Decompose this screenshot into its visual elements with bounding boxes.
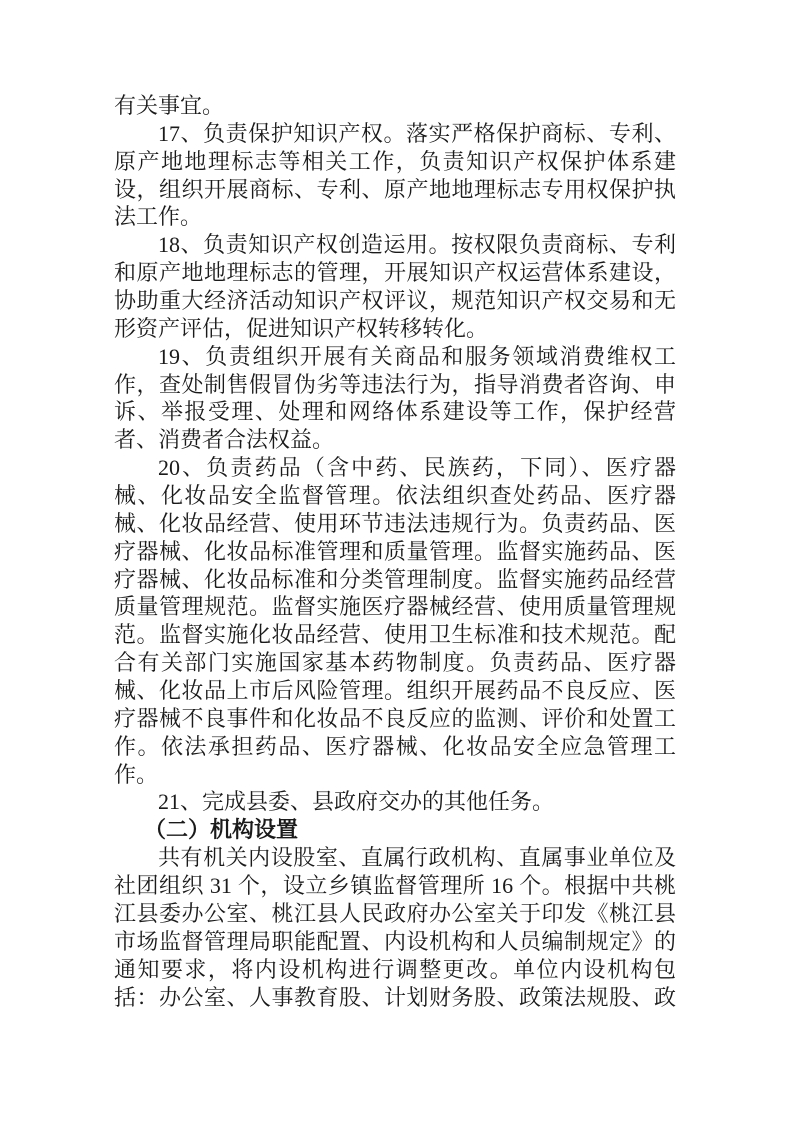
text-line: 17、负责保护知识产权。落实严格保护商标、专利、 [158,120,676,146]
text-line: 通知要求，将内设机构进行调整更改。单位内设机构包 [114,956,676,982]
text-line: 法工作。 [114,204,203,230]
text-line: 疗器械、化妆品标准和分类管理制度。监督实施药品经营 [114,566,676,592]
text-line: 21、完成县委、县政府交办的其他任务。 [158,789,555,815]
text-line: 和原产地地理标志的管理，开展知识产权运营体系建设， [114,260,676,286]
text-line: 械、化妆品经营、使用环节违法违规行为。负责药品、医 [114,510,676,536]
text-line: 协助重大经济活动知识产权评议，规范知识产权交易和无 [114,288,676,314]
text-line: 械、化妆品安全监督管理。依法组织查处药品、医疗器 [114,483,676,509]
text-line: 疗器械不良事件和化妆品不良反应的监测、评价和处置工 [114,705,676,731]
text-line: 19、负责组织开展有关商品和服务领域消费维权工 [158,343,676,369]
text-line: 有关事宜。 [114,93,225,118]
text-line: 市场监督管理局职能配置、内设机构和人员编制规定》的 [114,928,676,954]
text-line: 作，查处制售假冒伪劣等违法行为，指导消费者咨询、申 [114,371,676,397]
text-line: 江县委办公室、桃江县人民政府办公室关于印发《桃江县 [114,900,676,926]
text-line: 20、负责药品（含中药、民族药，下同）、医疗器 [158,455,676,481]
text-line: 诉、举报受理、处理和网络体系建设等工作，保护经营 [114,399,676,425]
text-line: 共有机关内设股室、直属行政机构、直属事业单位及 [158,845,676,871]
text-line: 18、负责知识产权创造运用。按权限负责商标、专利 [158,232,676,258]
text-line: 作。 [114,761,159,787]
text-line: 疗器械、化妆品标准管理和质量管理。监督实施药品、医 [114,538,676,564]
text-line: 合有关部门实施国家基本药物制度。负责药品、医疗器 [114,650,676,676]
text-line: 范。监督实施化妆品经营、使用卫生标准和技术规范。配 [114,622,676,648]
text-content [114,92,676,1011]
text-line: 者、消费者合法权益。 [114,427,335,453]
text-line: 社团组织 31 个，设立乡镇监督管理所 16 个。根据中共桃 [114,873,676,899]
text-line: 质量管理规范。监督实施医疗器械经营、使用质量管理规 [114,594,676,620]
text-line: 设，组织开展商标、专利、原产地地理标志专用权保护执 [114,176,676,202]
text-line: 括：办公室、人事教育股、计划财务股、政策法规股、政 [114,984,676,1010]
text-line: 械、化妆品上市后风险管理。组织开展药品不良反应、医 [114,678,676,704]
text-line: 形资产评估，促进知识产权转移转化。 [114,315,489,341]
text-line: 作。依法承担药品、医疗器械、化妆品安全应急管理工 [114,733,676,759]
section-heading: （二）机构设置 [144,817,299,843]
text-line: 原产地地理标志等相关工作，负责知识产权保护体系建 [114,148,676,174]
